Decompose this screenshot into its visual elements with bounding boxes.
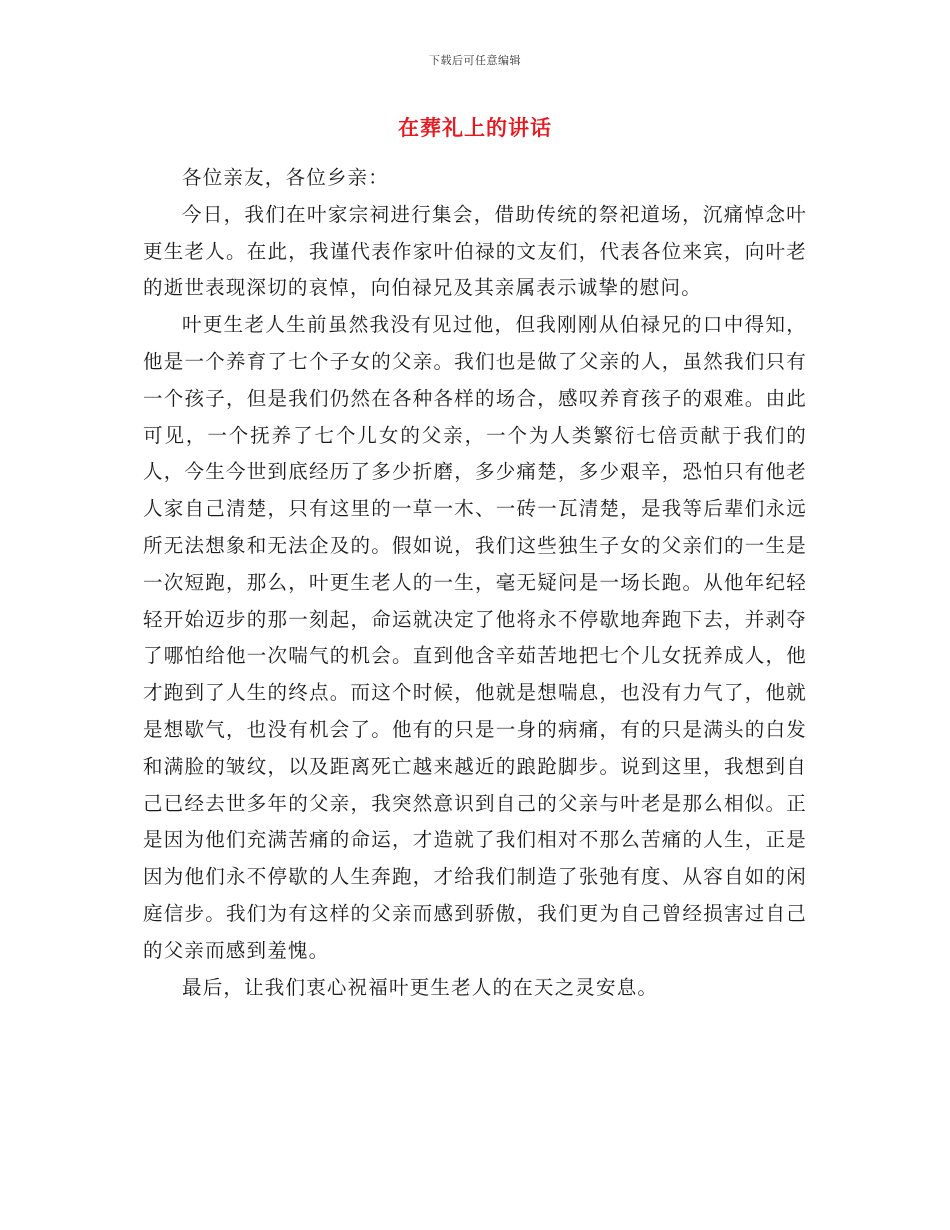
main-paragraph: 叶更生老人生前虽然我没有见过他，但我刚刚从伯禄兄的口中得知，他是一个养育了七个子女的父亲。我们也是做了父亲的人，虽然我们只有一个孩子，但是我们仍然在各种各样的场合，感叹养育孩子的艰难。由此可见，一个抚养了七个儿女的父亲，一个为人类繁衍七倍贡献于我们的人，今生今世到底经历了多少折磨，多少痛楚，多少艰辛，恐怕只有他老人家自己清楚，只有这里的一草一木、一砖一瓦清楚，是我等后辈们永远所无法想象和无法企及的。假如说，我们这些独生子女的父亲们的一生是一次短跑，那么，叶更生老人的一生，毫无疑问是一场长跑。从他年纪轻轻开始迈步的那一刻起，命运就决定了他将永不停歇地奔跑下去，并剥夺了哪怕给他一次喘气的机会。直到他含辛茹苦地把七个儿女抚养成人，他才跑到了人生的终点。而这个时候，他就是想喘息，也没有力气了，他就是想歇气，也没有机会了。他有的只是一身的病痛，有的只是满头的白发和满脸的皱纹，以及距离死亡越来越近的踉跄脚步。说到这里，我想到自己已经去世多年的父亲，我突然意识到自己的父亲与叶老是那么相似。正是因为他们充满苦痛的命运，才造就了我们相对不那么苦痛的人生，正是因为他们永不停歇的人生奔跑，才给我们制造了张弛有度、从容自如的闲庭信步。我们为有这样的父亲而感到骄傲，我们更为自己曾经损害过自己的父亲而感到羞愧。 <box>143 313 807 962</box>
opening-paragraph: 今日，我们在叶家宗祠进行集会，借助传统的祭祀道场，沉痛悼念叶更生老人。在此，我谨代表作家叶伯禄的文友们，代表各位来宾，向叶老的逝世表现深切的哀悼，向伯禄兄及其亲属表示诚挚的慰问。 <box>143 202 807 300</box>
document-title: 在葬礼上的讲话 <box>398 115 552 140</box>
closing-paragraph: 最后，让我们衷心祝福叶更生老人的在天之灵安息。 <box>182 975 659 999</box>
salutation-paragraph: 各位亲友，各位乡亲： <box>182 166 390 189</box>
header-note: 下载后可任意编辑 <box>429 54 521 67</box>
document-body <box>143 160 807 1006</box>
